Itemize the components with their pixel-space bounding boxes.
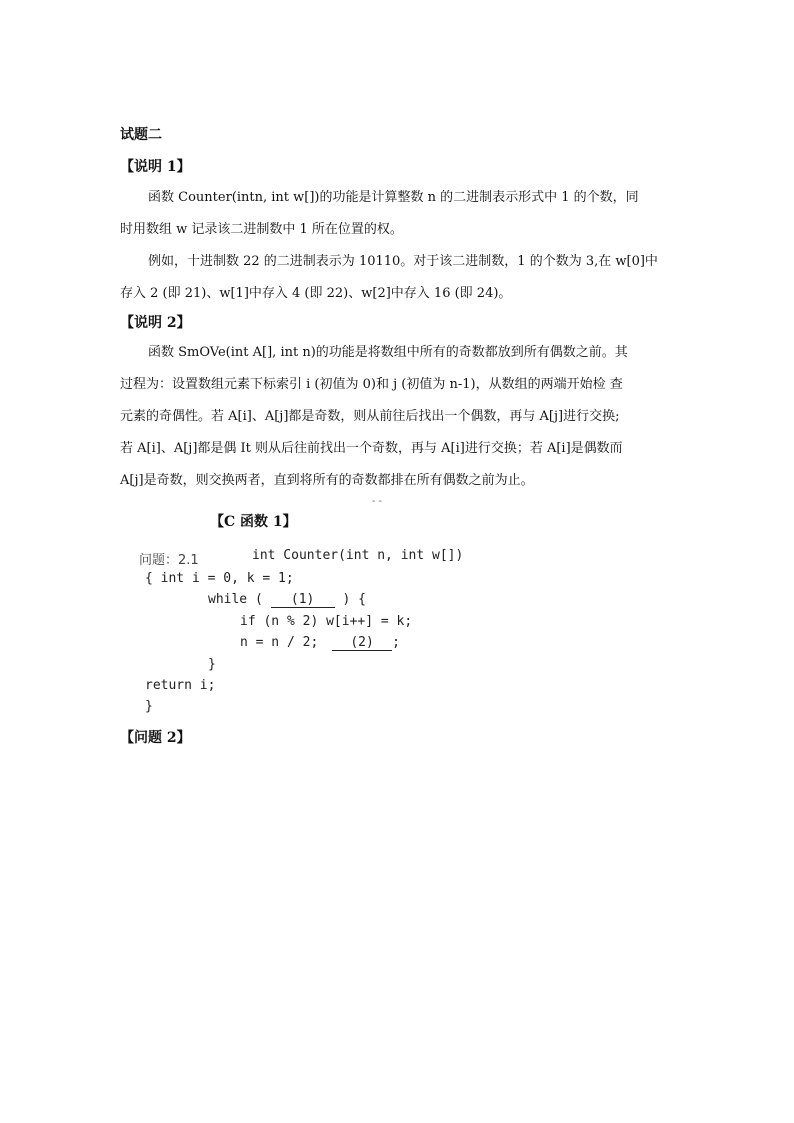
question2-heading: 【问题 2】 [120, 730, 191, 746]
code-line-5 [240, 635, 400, 651]
code-line-2: { int i = 0, k = 1; [145, 571, 294, 586]
scan-dashes: - - [372, 496, 382, 507]
code-while-end: ) { [342, 592, 366, 607]
question-label: 问题：2.1 [139, 553, 199, 568]
blank-1: (1) [271, 592, 335, 608]
section2-paragraph [120, 337, 680, 497]
section1-line: 例如，十进制数 22 的二进制表示为 10110。对于该二进制数，1 的个数为 3,在 w[0]中 [148, 254, 658, 269]
code-line-4: if (n % 2) w[i++] = k; [240, 614, 413, 629]
code-title: 【C 函数 1】 [210, 514, 297, 530]
blank-2: (2) [332, 635, 392, 651]
section2-heading: 【说明 2】 [120, 315, 191, 331]
code-line-6: } [208, 657, 216, 672]
section2-line: 函数 SmOVe(int A[], int n)的功能是将数组中所有的奇数都放到所有偶数之前。其 [148, 345, 628, 360]
code-halve: n = n / 2; [240, 635, 319, 650]
section1-heading: 【说明 1】 [120, 159, 191, 175]
section1-line: 时用数组 w 记录该二进制数中 1 所在位置的权。 [120, 222, 403, 237]
code-line-3 [208, 592, 366, 608]
code-line-7: return i; [145, 678, 216, 693]
section1-line: 存入 2 (即 21)、w[1]中存入 4 (即 22)、w[2]中存入 16 (即 24)。 [120, 286, 512, 301]
code-semicolon: ; [392, 635, 400, 650]
section2-line: 元素的奇偶性。若 A[i]、A[j]都是奇数，则从前往后找出一个偶数，再与 A[j]进行交换; [120, 409, 620, 424]
code-while: while ( [208, 592, 263, 607]
code-line-8: } [145, 699, 153, 714]
section2-line: 若 A[i]、A[j]都是偶 It 则从后往前找出一个奇数，再与 A[i]进行交换；若 A[i]是偶数而 [120, 441, 623, 456]
code-line-1: int Counter(int n, int w[]) [252, 548, 464, 563]
section2-line: A[j]是奇数，则交换两者，直到将所有的奇数都排在所有偶数之前为止。 [120, 473, 534, 488]
section2-line: 过程为：设置数组元素下标索引 i (初值为 0)和 j (初值为 n-1)，从数组的两端开始检 查 [120, 377, 623, 392]
section1-paragraph [120, 182, 680, 310]
section1-line: 函数 Counter(intn, int w[])的功能是计算整数 n 的二进制表示形式中 1 的个数，同 [148, 190, 639, 205]
page-title: 试题二 [120, 127, 162, 143]
